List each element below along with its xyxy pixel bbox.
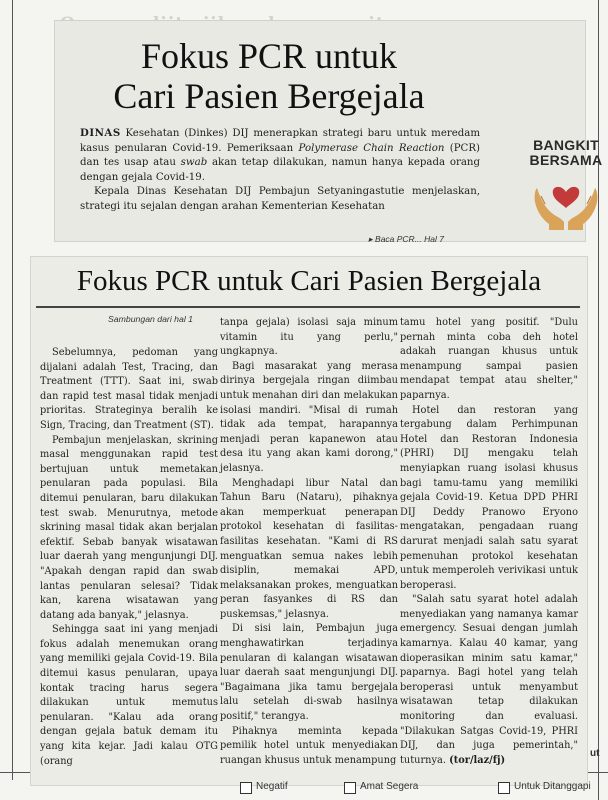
bangkit-bersama-logo — [520, 138, 608, 236]
amat-segera-label: Amat Segera — [360, 781, 419, 792]
front-page-clipping — [54, 20, 603, 244]
author-signature: (tor/laz/fj) — [449, 754, 506, 766]
column-3-paragraph-1: tamu hotel yang positif. "Dulu pernah minta coba deh hotel adakah ruangan khusus untuk menampung sampai pasien mendapat tempat atau shelter," paparnya. — [400, 317, 578, 401]
amat-segera-checkbox[interactable] — [344, 782, 356, 794]
sheet-border-left — [12, 0, 13, 780]
article-column-1 — [40, 346, 218, 769]
lead-text — [80, 126, 480, 215]
lead-term-2: swab — [180, 157, 208, 169]
logo-line2: BERSAMA — [529, 152, 603, 168]
front-headline — [54, 36, 484, 116]
continue-reference: ▸ Baca PCR... Hal 7 — [368, 234, 444, 244]
hands-heart-icon — [531, 170, 601, 232]
lead-term: Polymerase Chain Reaction — [298, 142, 445, 154]
column-2-paragraph-5: Pihaknya meminta kepada pemilik hotel untuk menyediakan ruangan khusus untuk menampung — [220, 725, 398, 766]
drop-word: DINAS — [80, 127, 121, 139]
column-1-paragraph-2: Pembajun menjelaskan, skrining masal menggunakan rapid test bertujuan untuk memetakan penularan pada populasi. Bila ditemui penularan, baru dilakukan test swab. Menurutnya, metode skrining masal tidak akan berjalan efektif. Sebab banyak wisatawan luar daerah yang mengunjungi DIJ. "Apakah dengan rapid dan swab lantas penularan selesai? Tidak kan, karena wisatawan yang datang ada banyak," jelasnya. — [40, 434, 218, 621]
column-2-paragraph-2: Bagi masarakat yang merasa dirinya bergejala ringan diimbau untuk menahan diri dan melakukan isolasi mandiri. "Misal di rumah tidak ada tempat, harapannya menjadi peran kapanewon atau desa itu yang akan kami dorong," jelasnya. — [220, 360, 398, 474]
continued-from: Sambungan dari hal 1 — [108, 314, 194, 324]
column-2-paragraph-1: tanpa gejala) isolasi saja minum vitamin itu yang perlu," ungkapnya. — [220, 317, 398, 358]
column-1-paragraph-3: Sehingga saat ini yang menjadi fokus adalah menemukan orang yang memiliki gejala Covid-19. Bila ditemui kasus penularan, upaya kontak tracing harus segera dilakukan untuk memutus penularan. "Kalau ada orang dengan gejala batuk demam itu yang kita kejar. Jadi kalau OTG (orang — [40, 624, 218, 767]
lead-paragraph-1 — [80, 126, 480, 185]
column-3-paragraph-3-text: "Salah satu syarat hotel adalah menyediakan yang namanya kamar emergency. Sesuai dengan jumlah kamarnya. Kalau 40 kamar, yang dioperasikan minim satu kamar," paparnya. Bagi hotel yang telah beroperasi untuk menyambut wisatawan tetap dilakukan monitoring dan evaluasi. "Dilakukan Satgas Covid-19, PHRI DIJ, dan juga pemerintah," tuturnya. — [400, 594, 578, 766]
column-2-paragraph-3: Menghadapi libur Natal dan Tahun Baru (Nataru), pihaknya akan memperkuat penerapan protokol kesehatan di fasilitas-fasilitas kesehatan. "Kami di RS menguatkan semua nakes lebih disiplin, memakai APD, melaksanakan prokes, menguatkan peran fasyankes di RS dan puskemsas," jelasnya. — [220, 477, 398, 620]
article-headline: Fokus PCR untuk Cari Pasien Bergejala — [76, 265, 542, 297]
column-3-paragraph-3 — [400, 593, 578, 768]
article-column-2 — [220, 316, 398, 768]
negatif-checkbox[interactable] — [240, 782, 252, 794]
negatif-label: Negatif — [256, 781, 288, 792]
column-3-paragraph-2: Hotel dan restoran yang tergabung dalam Perhimpunan Hotel dan Restoran Indonesia (PHRI) DIJ mengaku telah menyiapkan ruang isolasi khusus bagi tamu-tamu yang memiliki gejala Covid-19. Ketua DPD PHRI DIJ Deddy Pranowo Eryono mengatakan, pengadaan ruang darurat menjadi salah satu syarat pemenuhan protokol kesehatan untuk memperoleh verivikasi untuk beroperasi. — [400, 404, 578, 591]
article-column-3 — [400, 316, 578, 768]
sheet-border-right — [598, 0, 599, 800]
lead-text-a: Kesehatan (Dinkes) DIJ menerapkan strategi baru untuk meredam kasus penularan Covid-19. Pemeriksaan — [80, 128, 480, 154]
lead-text-b: (PCR) dan tes usap atau — [80, 142, 480, 169]
article-clipping — [30, 256, 588, 786]
lead-paragraph-2: Kepala Dinas Kesehatan DIJ Pembajun Setyaningastutie menjelaskan, strategi itu sejalan dengan arahan Kementerian Kesehatan — [80, 186, 480, 212]
headline-rule — [36, 306, 580, 308]
lead-text-c: akan tetap dilakukan, namun hanya kepada orang dengan gejala Covid-19. — [80, 157, 480, 183]
untuk-ditanggapi-checkbox[interactable] — [498, 782, 510, 794]
column-2-paragraph-4: Di sisi lain, Pembajun juga menghawatirkan terjadinya penularan di kalangan wisatawan luar daerah saat mengunjungi DIJ. "Bagaimana jika tamu bergejala lalu setelah di-swab hasilnya positif," terangya. — [220, 623, 398, 723]
front-headline-line1: Fokus PCR untuk — [140, 36, 398, 76]
logo-line1: BANGKIT — [533, 137, 599, 153]
front-headline-line2: Cari Pasien Bergejala — [113, 76, 425, 116]
form-edge-text: ut — [590, 748, 600, 759]
column-1-paragraph-1: Sebelumnya, pedoman yang dijalani adalah Test, Tracing, dan Treatment (TTT). Saat ini, swab dan rapid test masal tidak menjadi prioritas. Strateginya beralih ke Sign, Tracing, dan Treatment (ST). — [40, 347, 218, 431]
untuk-ditanggapi-label: Untuk Ditanggapi — [514, 781, 591, 792]
